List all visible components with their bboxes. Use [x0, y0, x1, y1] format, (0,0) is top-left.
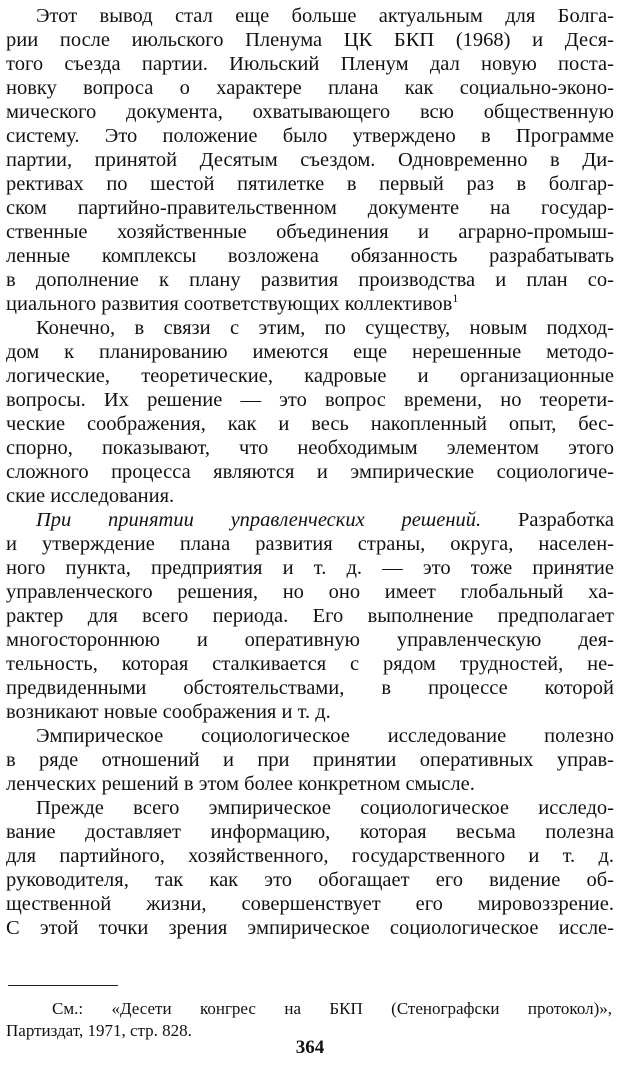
text-line-with-italic-lead [6, 508, 614, 532]
text-line: С этой точки зрения эмпирическое социологическое иссле- [6, 917, 614, 939]
text-line: ском партийно-правительственном документе на государ- [6, 197, 614, 219]
text-line: Эмпирическое социологическое исследование полезно [36, 725, 614, 747]
text-line: для партийного, хозяйственного, государственного и т. д. [6, 845, 614, 867]
text-line: дом к планированию имеются еще нерешенные методо- [6, 341, 614, 363]
text-line: партии, принятой Десятым съездом. Одновременно в Ди- [6, 149, 614, 171]
text-line: многостороннюю и оперативную управленческую дея- [6, 629, 614, 651]
italic-heading: При принятии управленческих решений. [36, 509, 482, 531]
text-line: систему. Это положение было утверждено в Программе [6, 125, 614, 147]
footnote-line: См.: «Десети конгрес на БКП (Стенографски протокол)», [52, 999, 612, 1018]
text-line: сложного процесса являются и эмпирические социологиче- [6, 461, 614, 483]
text-line: в дополнение к плану развития производства и план со- [6, 269, 614, 291]
text-fragment: Разработка [517, 509, 615, 531]
text-line: того съезда партии. Июльский Пленум дал новую поста- [6, 53, 614, 75]
footnote [6, 998, 612, 1042]
text-line: ленческих решений в этом более конкретном смысле. [6, 773, 475, 795]
text-line: и утверждение плана развития страны, округа, населен- [6, 533, 614, 555]
paragraph-3 [6, 508, 614, 724]
paragraph-4 [6, 724, 614, 796]
text-line: рективах по шестой пятилетке в первый раз в болгар- [6, 173, 614, 195]
text-line: ственные хозяйственные объединения и аграрно-промыш- [6, 221, 614, 243]
paragraph-5 [6, 796, 614, 940]
text-line: Конечно, в связи с этим, по существу, новым подход- [36, 317, 614, 339]
text-line: Прежде всего эмпирическое социологическое исследо- [36, 797, 614, 819]
text-line: Этот вывод стал еще больше актуальным для Болга- [36, 5, 614, 27]
text-line: в ряде отношений и при принятии оперативных управ- [6, 749, 614, 771]
text-line: рии после июльского Пленума ЦК БКП (1968) и Деся- [6, 29, 614, 51]
text-line: вопросы. Их решение — это вопрос времени, но теорети- [6, 389, 614, 411]
paragraph-2 [6, 316, 614, 508]
text-line: предвиденными обстоятельствами, в процессе которой [6, 677, 614, 699]
text-line: ские исследования. [6, 485, 175, 507]
text-line: мического документа, охватывающего всю общественную [6, 101, 614, 123]
text-line: щественной жизни, совершенствует его мировоззрение. [6, 893, 614, 915]
text-line: рактер для всего периода. Его выполнение предполагает [6, 605, 614, 627]
text-line: руководителя, так как это обогащает его видение об- [6, 869, 614, 891]
text-line: ческие соображения, как и весь накопленный опыт, бес- [6, 413, 614, 435]
text-line-with-footnote [6, 292, 614, 316]
footnote-reference: 1 [452, 291, 459, 305]
page-body [6, 4, 614, 940]
paragraph-1 [6, 4, 614, 316]
text-line: вание доставляет информацию, которая весьма полезна [6, 821, 614, 843]
text-fragment: циального развития соответствующих коллективов [6, 293, 453, 315]
text-line: новку вопроса о характере плана как социально-эконо- [6, 77, 614, 99]
text-line: управленческого решения, но оно имеет глобальный ха- [6, 581, 614, 603]
footnote-separator [8, 985, 118, 986]
text-line: ного пункта, предприятия и т. д. — это тоже принятие [6, 557, 614, 579]
text-line: логические, теоретические, кадровые и организационные [6, 365, 614, 387]
text-line: тельность, которая сталкивается с рядом трудностей, не- [6, 653, 614, 675]
text-line: возникают новые соображения и т. д. [6, 701, 331, 723]
text-line: ленные комплексы возложена обязанность разрабатывать [6, 245, 614, 267]
footnote-line: Партиздат, 1971, стр. 828. [6, 1021, 192, 1040]
text-line: спорно, показывают, что необходимым элементом этого [6, 437, 614, 459]
page-number: 364 [295, 1037, 325, 1058]
